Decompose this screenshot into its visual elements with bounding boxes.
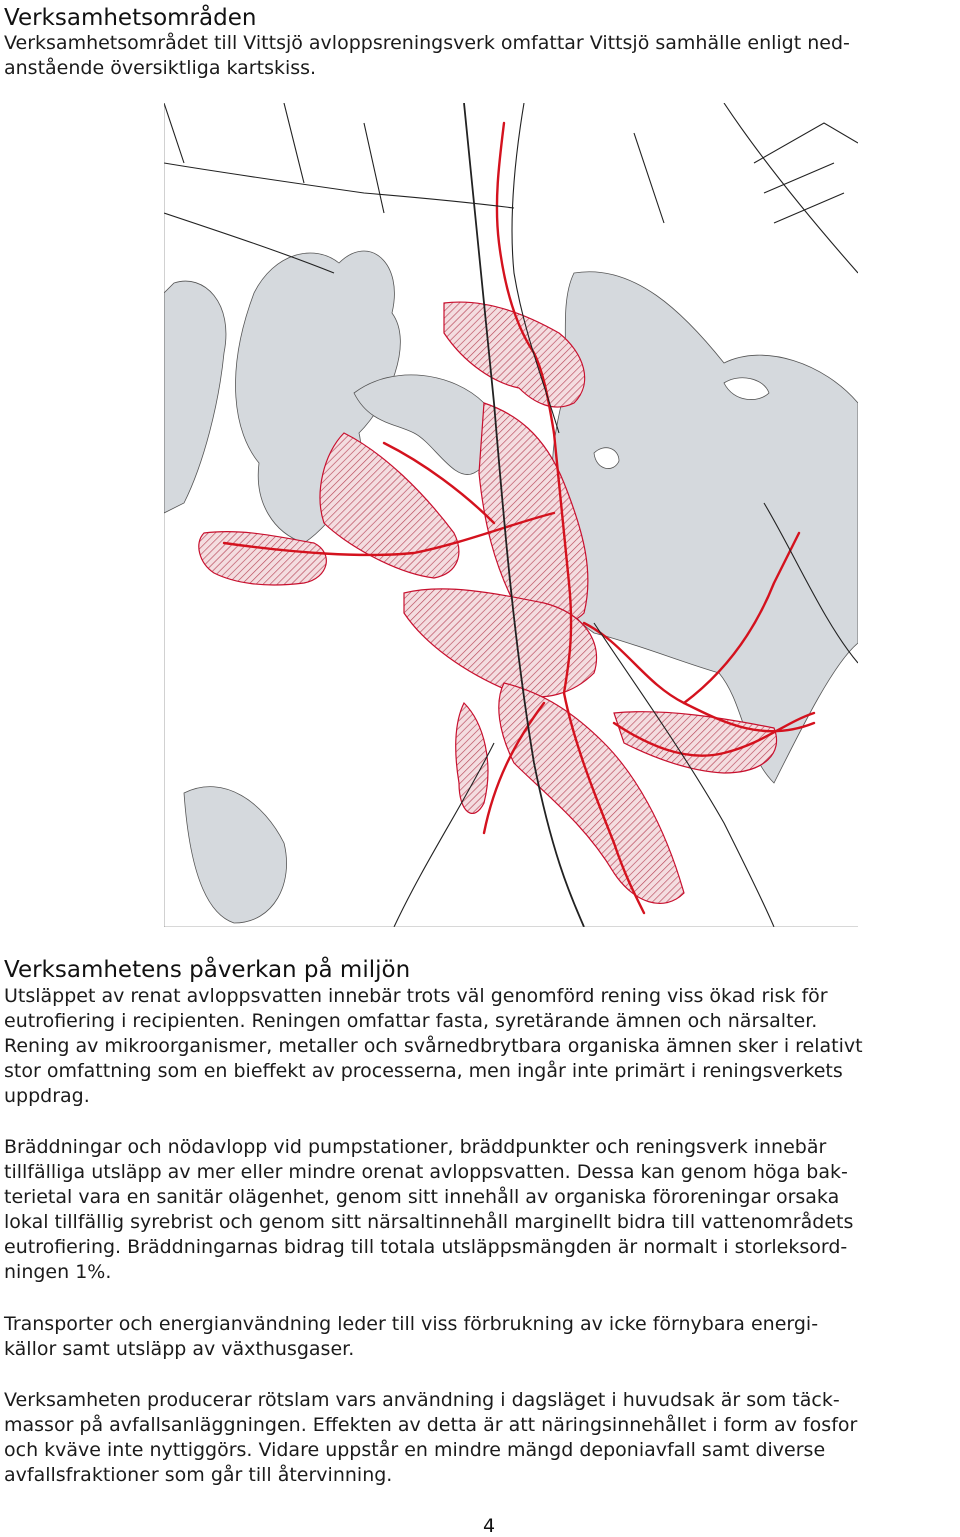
- para1-line-5: uppdrag.: [4, 1085, 90, 1107]
- para2-line-3: terietal vara en sanitär olägenhet, genom sitt innehåll av organiska föroreningar orsaka: [4, 1186, 840, 1208]
- para2-line-6: ningen 1%.: [4, 1261, 112, 1283]
- para2-line-5: eutrofiering. Bräddningarnas bidrag till totala utsläppsmängden är normalt i storleksord-: [4, 1236, 848, 1258]
- para4-line-2: massor på avfallsanläggningen. Effekten av detta är att näringsinnehållet i form av fosfor: [4, 1414, 858, 1436]
- para1-line-1: Utsläppet av renat avloppsvatten innebär trots väl genomförd rening viss ökad risk för: [4, 985, 828, 1007]
- para1-line-2: eutrofiering i recipienten. Reningen omfattar fasta, syretärande ämnen och närsalter.: [4, 1010, 818, 1032]
- intro-line-1: Verksamhetsområdet till Vittsjö avloppsreningsverk omfattar Vittsjö samhälle enligt ned-: [4, 32, 850, 54]
- para4-line-3: och kväve inte nyttiggörs. Vidare uppstår en mindre mängd deponiavfall samt diverse: [4, 1439, 826, 1461]
- section-title-miljopaverkan: Verksamhetens påverkan på miljön: [4, 957, 411, 983]
- para2-line-2: tillfälliga utsläpp av mer eller mindre orenat avloppsvatten. Dessa kan genom höga bak-: [4, 1161, 848, 1183]
- para3-line-2: källor samt utsläpp av växthusgaser.: [4, 1338, 355, 1360]
- page-number: 4: [482, 1515, 496, 1537]
- para2-line-1: Bräddningar och nödavlopp vid pumpstationer, bräddpunkter och reningsverk innebär: [4, 1136, 827, 1158]
- para4-line-4: avfallsfraktioner som går till återvinning.: [4, 1464, 393, 1486]
- para4-line-1: Verksamheten producerar rötslam vars användning i dagsläget i huvudsak är som täck-: [4, 1389, 840, 1411]
- para1-line-3: Rening av mikroorganismer, metaller och svårnedbrytbara organiska ämnen sker i relativt: [4, 1035, 863, 1057]
- intro-line-2: anstående översiktliga kartskiss.: [4, 57, 317, 79]
- service-area-map: [164, 103, 858, 927]
- para2-line-4: lokal tillfällig syrebrist och genom sitt närsaltinnehåll marginellt bidra till vattenområdets: [4, 1211, 854, 1233]
- para1-line-4: stor omfattning som en bieffekt av processerna, men ingår inte primärt i reningsverkets: [4, 1060, 843, 1082]
- para3-line-1: Transporter och energianvändning leder till viss förbrukning av icke förnybara energi-: [4, 1313, 819, 1335]
- section-title-verksamhetsomraden: Verksamhetsområden: [4, 5, 257, 31]
